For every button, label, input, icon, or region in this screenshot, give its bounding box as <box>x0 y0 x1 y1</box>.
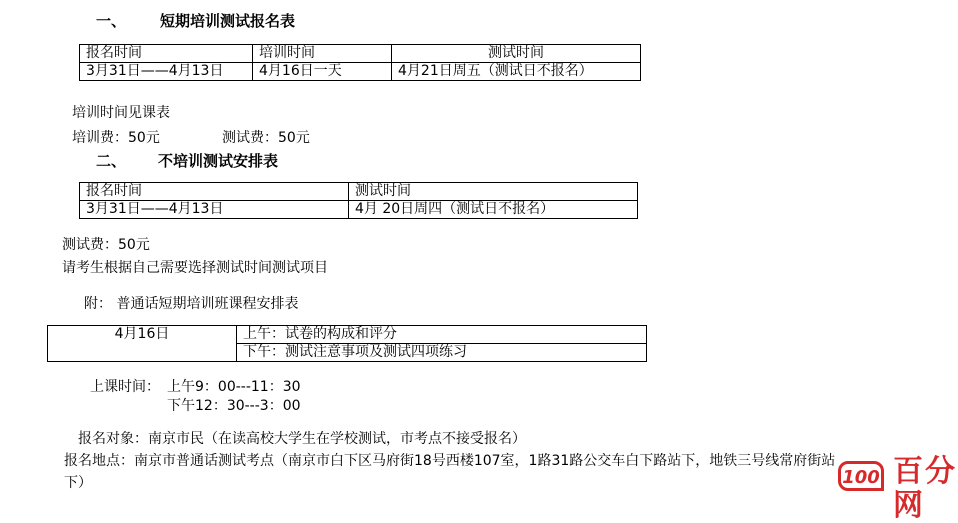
class-time-pm: 下午12：30---3：00 <box>167 398 301 414</box>
test-only-table <box>79 182 638 219</box>
table-cell: 4月21日周五（测试日不报名） <box>392 63 641 81</box>
course-schedule-table <box>47 325 647 362</box>
table-header-row <box>80 183 638 201</box>
test-fee: 测试费：50元 <box>222 130 310 146</box>
course-date: 4月16日 <box>48 326 237 362</box>
table-header: 报名时间 <box>80 183 349 201</box>
table-header: 培训时间 <box>253 45 392 63</box>
appendix-title: 附： 普通话短期培训班课程安排表 <box>84 296 299 312</box>
table-cell: 4月16日一天 <box>253 63 392 81</box>
table-header: 报名时间 <box>80 45 253 63</box>
watermark <box>758 454 958 523</box>
enroll-target: 报名对象：南京市民（在读高校大学生在学校测试，市考点不接受报名） <box>78 431 526 447</box>
selection-notice: 请考生根据自己需要选择测试时间测试项目 <box>62 260 328 276</box>
watermark-logo-icon: 100 <box>838 461 884 491</box>
table-cell: 4月 20日周四（测试日不报名） <box>349 201 638 219</box>
table-header: 测试时间 <box>349 183 638 201</box>
test-fee-2: 测试费：50元 <box>62 237 150 253</box>
section1-heading: 短期培训测试报名表 <box>160 12 296 30</box>
table-cell: 3月31日——4月13日 <box>80 201 349 219</box>
afternoon-session: 下午：测试注意事项及测试四项练习 <box>237 344 647 362</box>
enroll-location: 报名地点：南京市普通话测试考点（南京市白下区马府街18号西楼107室，1路31路公交车白下路站下，地铁三号线常府街站 <box>64 453 836 469</box>
table-row <box>80 201 638 219</box>
table-row <box>80 63 641 81</box>
class-time-am: 上午9：00---11：30 <box>167 379 301 395</box>
table-row <box>48 326 647 344</box>
class-time-label: 上课时间： <box>90 379 160 395</box>
table-header: 测试时间 <box>392 45 641 63</box>
section1-number: 一、 <box>96 12 127 30</box>
table-cell: 3月31日——4月13日 <box>80 63 253 81</box>
morning-session: 上午：试卷的构成和评分 <box>237 326 647 344</box>
registration-table <box>79 44 641 81</box>
watermark-text: 百分网 <box>893 454 957 523</box>
section2-number: 二、 <box>96 152 127 170</box>
training-schedule-note: 培训时间见课表 <box>72 105 170 121</box>
training-fee: 培训费：50元 <box>72 130 160 146</box>
enroll-location-cont: 下） <box>64 475 92 491</box>
table-header-row <box>80 45 641 63</box>
section2-heading: 不培训测试安排表 <box>158 152 279 170</box>
